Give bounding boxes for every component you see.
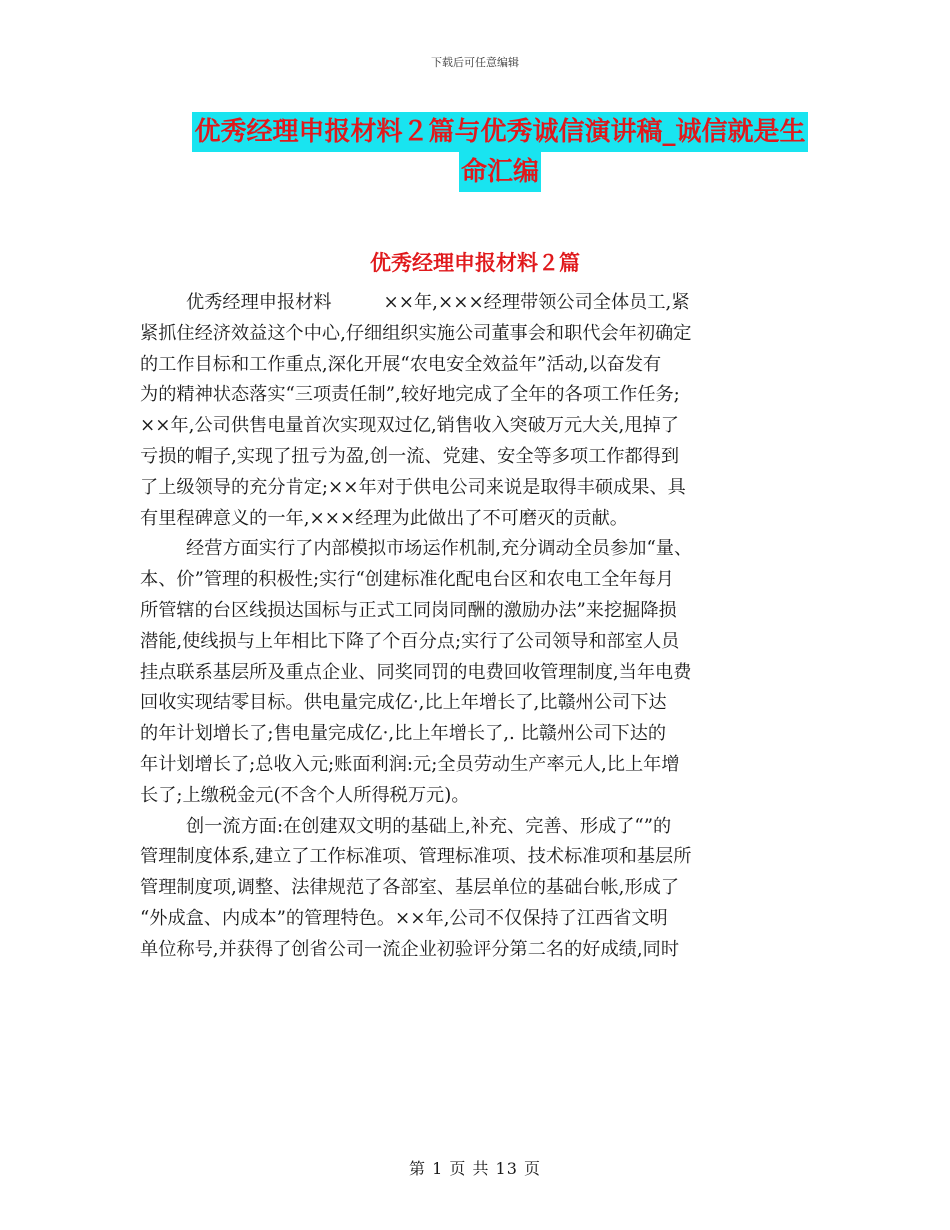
- text-line: 为的精神状态落实“三项责任制”,较好地完成了全年的各项工作任务;: [140, 384, 680, 406]
- text-line: 本、价”管理的积极性;实行“创建标准化配电台区和农电工全年每月: [140, 569, 674, 591]
- text-line: 有里程碑意义的一年,×××经理为此做出了不可磨灭的贡献。: [140, 507, 628, 529]
- text-line: 管理制度体系,建立了工作标准项、管理标准项、技术标准项和基层所: [140, 846, 692, 868]
- body-text: [140, 288, 806, 966]
- text-line: 单位称号,并获得了创省公司一流企业初验评分第二名的好成绩,同时: [140, 938, 680, 960]
- text-line: 亏损的帽子,实现了扭亏为盈,创一流、党建、安全等多项工作都得到: [140, 445, 680, 467]
- text-line: 的工作目标和工作重点,深化开展“农电安全效益年”活动,以奋发有: [140, 353, 662, 375]
- header-note: 下载后可任意编辑: [431, 56, 519, 69]
- title-line-1: 优秀经理申报材料２篇与优秀诚信演讲稿_诚信就是生: [192, 112, 807, 152]
- text-line: ××年,公司供售电量首次实现双过亿,销售收入突破万元大关,甩掉了: [140, 415, 679, 437]
- page-footer: 第 1 页 共 13 页: [409, 1159, 541, 1178]
- text-line: 创一流方面:在创建双文明的基础上,补充、完善、形成了“”的: [186, 815, 672, 837]
- text-line: 潜能,使线损与上年相比下降了个百分点;实行了公司领导和部室人员: [140, 630, 680, 652]
- text-line: 管理制度项,调整、法律规范了各部室、基层单位的基础台帐,形成了: [140, 877, 680, 899]
- text-line: 紧抓住经济效益这个中心,仔细组织实施公司董事会和职代会年初确定: [140, 322, 692, 344]
- text-line: 所管辖的台区线损达国标与正式工同岗同酬的激励办法”来挖掘降损: [140, 599, 677, 621]
- text-line: 优秀经理申报材料 ××年,×××经理带领公司全体员工,紧: [186, 292, 690, 313]
- text-line: 挂点联系基层所及重点企业、同奖同罚的电费回收管理制度,当年电费: [140, 661, 692, 683]
- text-line: 回收实现结零目标。供电量完成亿·,比上年增长了,比赣州公司下达: [140, 692, 667, 714]
- text-line: 年计划增长了;总收入元;账面利润:元;全员劳动生产率元人,比上年增: [140, 753, 680, 775]
- paragraph-1: [140, 288, 806, 534]
- title-line-2: 命汇编: [459, 152, 541, 192]
- text-line: 了上级领导的充分肯定;××年对于供电公司来说是取得丰硕成果、具: [140, 476, 686, 498]
- paragraph-2: [140, 534, 806, 811]
- paragraph-3: [140, 812, 806, 966]
- text-line: 长了;上缴税金元(不含个人所得税万元)。: [140, 784, 470, 806]
- text-line: 经营方面实行了内部模拟市场运作机制,充分调动全员参加“量、: [186, 538, 693, 560]
- paragraph-lead: 优秀经理申报材料: [186, 292, 332, 313]
- section-subtitle: 优秀经理申报材料２篇: [370, 250, 580, 275]
- text-line: 的年计划增长了;售电量完成亿·,比上年增长了,. 比赣州公司下达的: [140, 723, 667, 745]
- text-line: “外成盒、内成本”的管理特色。××年,公司不仅保持了江西省文明: [140, 907, 668, 929]
- document-title: [180, 112, 820, 192]
